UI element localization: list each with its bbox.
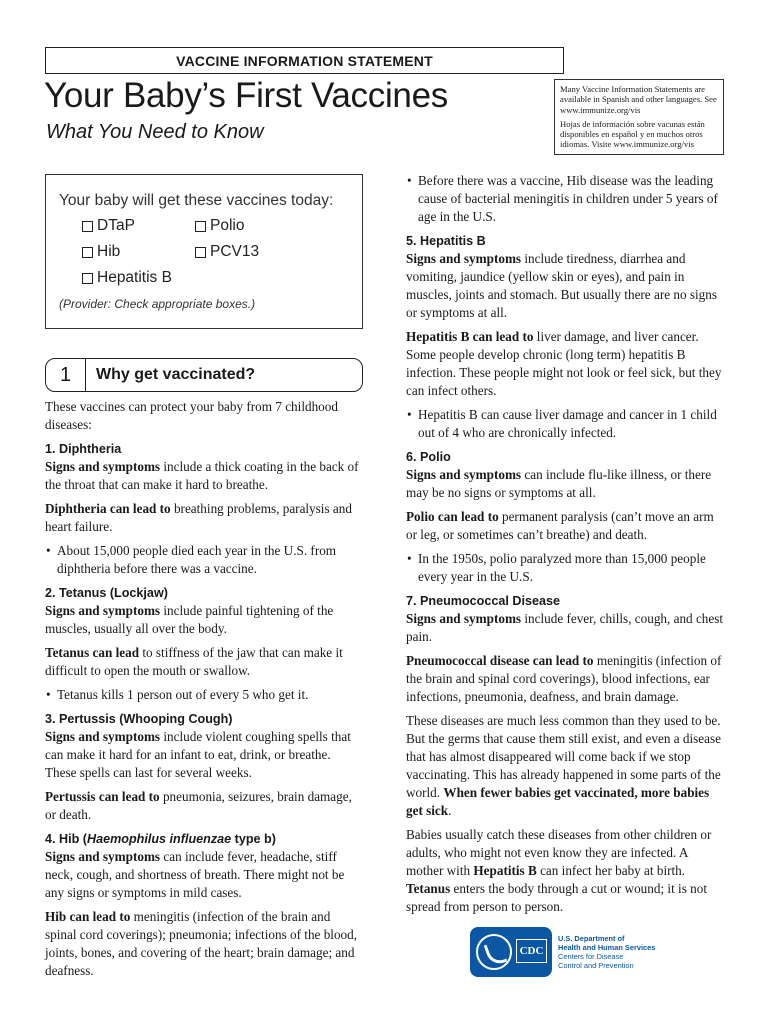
signs-text: include violent coughing spells that can make it hard for an infant to eat, drink, or breathe. These spells can last for several weeks. (45, 729, 351, 780)
section-number: 1 (46, 359, 86, 391)
section-title: Why get vaccinated? (96, 366, 256, 383)
signs-label: Signs and symptoms (406, 467, 522, 482)
disease-heading-hepatitis-b: 5. Hepatitis B (406, 234, 486, 248)
vaccine-checkbox-hepatitis-b[interactable] (82, 269, 172, 287)
paragraph-how-babies-catch: Babies usually catch these diseases from other children or adults, who might not even know they are infected. A mother with Hepatitis B can infect her baby at birth. Tetanus enters the body through a cut or wound; it is not spread from person to person. (406, 827, 712, 914)
lead-to-label: Polio can lead to (406, 509, 499, 524)
left-column (45, 398, 365, 980)
emphasis-tetanus: Tetanus (406, 881, 451, 896)
intro-paragraph: These vaccines can protect your baby from 7 childhood diseases: (45, 399, 338, 432)
cdc-badge (470, 927, 552, 977)
checkbox-icon[interactable] (82, 247, 93, 258)
fact-bullet: • In the 1950s, polio paralyzed more than 15,000 people every year in the U.S. (406, 550, 728, 586)
lead-to-label: Diphtheria can lead to (45, 501, 171, 516)
document-label: VACCINE INFORMATION STATEMENT (45, 47, 564, 74)
signs-label: Signs and symptoms (45, 459, 161, 474)
disease-heading-hib: 4. Hib (Haemophilus influenzae type b) (45, 832, 276, 846)
cdc-wordmark: CDC (516, 939, 547, 963)
vaccine-label: PCV13 (210, 243, 260, 260)
lead-to-text: meningitis (infection of the brain and spinal cord coverings); pneumonia; infections of the blood, joints, bones, and covering of the heart; brain damage; and deafness. (45, 909, 358, 978)
lead-to-label: Pertussis can lead to (45, 789, 160, 804)
lead-to-text: pneumonia, seizures, brain damage, or death. (45, 789, 352, 822)
vaccine-checkbox-polio[interactable] (195, 217, 244, 235)
lead-to-label: Tetanus can lead (45, 645, 140, 660)
signs-text: include a thick coating in the back of the throat that can make it hard to breathe. (45, 459, 359, 492)
lead-to-text: liver damage, and liver cancer. Some people develop chronic (long term) hepatitis B infection. These people might not look or feel sick, but they can infect others. (406, 329, 722, 398)
vaccine-checkbox-pcv13[interactable] (195, 243, 259, 261)
lead-to-label: Hepatitis B can lead to (406, 329, 534, 344)
checkbox-icon[interactable] (82, 221, 93, 232)
section-header-why-vaccinate (45, 358, 363, 392)
right-column (406, 172, 728, 922)
paragraph-diseases-common: These diseases are much less common than they used to be. But the germs that cause them still exist, and even a disease that has almost disappeared will come back if we stop vaccinating. This has already happened in some parts of the world. When fewer babies get vaccinated, more babies get sick. (406, 713, 721, 818)
signs-label: Signs and symptoms (45, 603, 161, 618)
signs-text: can include fever, headache, stiff neck, cough, and shortness of breath. There might not be any signs or symptoms in mild cases. (45, 849, 345, 900)
lead-to-label: Hib can lead to (45, 909, 131, 924)
emphasis-text: When fewer babies get vaccinated, more babies get sick (406, 785, 710, 818)
signs-label: Signs and symptoms (45, 849, 161, 864)
signs-label: Signs and symptoms (406, 611, 522, 626)
vaccine-label: Polio (210, 217, 245, 234)
disease-heading-polio: 6. Polio (406, 450, 451, 464)
fact-bullet: • Hepatitis B can cause liver damage and cancer in 1 child out of 4 who are chronically infected. (406, 406, 728, 442)
emphasis-hepatitis-b: Hepatitis B (473, 863, 537, 878)
fact-bullet: • Before there was a vaccine, Hib disease was the leading cause of bacterial meningitis in children under 5 years of age in the U.S. (406, 172, 728, 226)
hhs-eagle-icon (476, 934, 512, 970)
lead-to-label: Pneumococcal disease can lead to (406, 653, 594, 668)
checkbox-icon[interactable] (195, 247, 206, 258)
lead-to-text: meningitis (infection of the brain and spinal cord coverings), blood infections, ear infections, pneumonia, deafness, and brain damage. (406, 653, 722, 704)
fact-bullet: • Tetanus kills 1 person out of every 5 who get it. (45, 686, 365, 704)
vaccines-today-box (45, 174, 363, 329)
signs-text: include fever, chills, cough, and chest pain. (406, 611, 724, 644)
agency-name: U.S. Department of Health and Human Services Centers for Disease Control and Prevention (558, 934, 656, 970)
page-title: Your Baby’s First Vaccines (44, 76, 448, 115)
lead-to-text: breathing problems, paralysis and heart failure. (45, 501, 352, 534)
hhs-cdc-logo (470, 927, 660, 977)
disease-heading-tetanus: 2. Tetanus (Lockjaw) (45, 586, 168, 600)
signs-text: include tiredness, diarrhea and vomiting, jaundice (yellow skin or eyes), and pain in muscles, joints and stomach. But usually there are no signs or symptoms at all. (406, 251, 717, 320)
disease-heading-pneumococcal: 7. Pneumococcal Disease (406, 594, 561, 608)
vaccines-today-heading: Your baby will get these vaccines today: (59, 192, 334, 209)
disease-heading-diphtheria: 1. Diphtheria (45, 442, 122, 456)
checkbox-icon[interactable] (82, 273, 93, 284)
vaccine-checkbox-dtap[interactable] (82, 217, 135, 235)
language-note-spanish: Hojas de información sobre vacunas están disponibles en español y en muchos otros idiomas. Visite www.immunize.org/vis (560, 118, 705, 150)
page-subtitle: What You Need to Know (46, 121, 264, 143)
language-availability-box (554, 79, 724, 155)
language-note-english: Many Vaccine Information Statements are available in Spanish and other languages. See www.immunize.org/vis (560, 84, 717, 115)
lead-to-text: permanent paralysis (can’t move an arm or leg, or sometimes can’t breathe) and death. (406, 509, 714, 542)
signs-text: can include flu-like illness, or there may be no signs or symptoms at all. (406, 467, 712, 500)
signs-label: Signs and symptoms (406, 251, 522, 266)
checkbox-icon[interactable] (195, 221, 206, 232)
signs-label: Signs and symptoms (45, 729, 161, 744)
hib-latin-name: Haemophilus influenzae (86, 832, 232, 846)
vaccine-checkbox-hib[interactable] (82, 243, 120, 261)
fact-bullet: • About 15,000 people died each year in the U.S. from diphtheria before there was a vaccine. (45, 542, 365, 578)
vaccine-label: Hib (97, 243, 121, 260)
vaccine-label: Hepatitis B (97, 269, 172, 286)
lead-to-text: to stiffness of the jaw that can make it difficult to open the mouth or swallow. (45, 645, 343, 678)
disease-heading-pertussis: 3. Pertussis (Whooping Cough) (45, 712, 233, 726)
signs-text: include painful tightening of the muscles, usually all over the body. (45, 603, 334, 636)
provider-note: (Provider: Check appropriate boxes.) (59, 297, 256, 311)
vaccine-label: DTaP (97, 217, 135, 234)
